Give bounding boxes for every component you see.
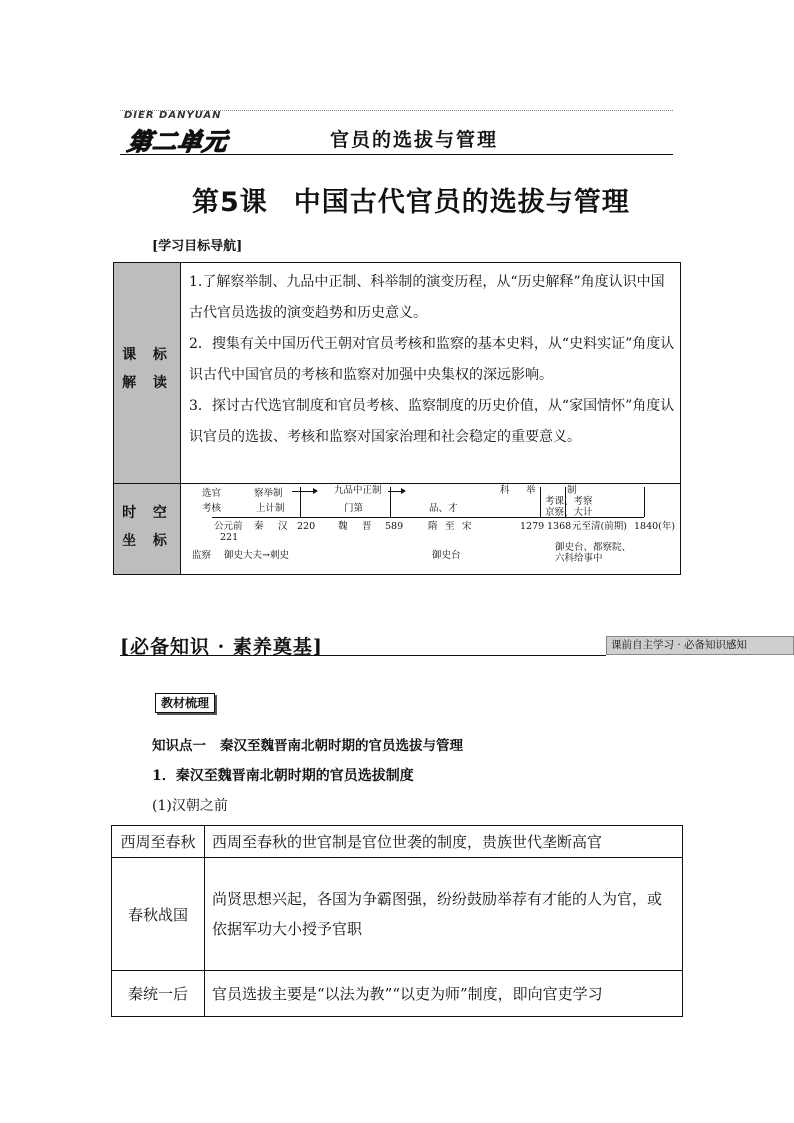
lesson-number: 第5课 <box>192 187 268 218</box>
standard-item: 3．探讨古代选官制度和官员考核、监察制度的历史价值，从“家国情怀”角度认识官员的选拔、考核和监察对国家治理和社会稳定的重要意义。 <box>189 398 675 445</box>
table-row <box>112 858 683 971</box>
timeline-label: 时 空 坐 标 <box>122 505 173 549</box>
header-rule <box>120 154 673 155</box>
timeline-date-1279: 1279 <box>520 521 545 532</box>
timeline-kaoke: 考课、考察 <box>545 496 593 507</box>
timeline-date-589: 589 <box>385 521 404 532</box>
timeline-keju-1: 科 <box>500 485 510 496</box>
timeline-keju-3: 制 <box>567 485 577 496</box>
history-timeline <box>182 485 680 573</box>
goals-section-label: [学习目标导航] <box>152 239 243 254</box>
section-banner-tag: 课前自主学习 · 必备知识感知 <box>606 636 794 655</box>
timeline-date-221: 221 <box>220 532 239 543</box>
timeline-dynasty-wei: 魏 <box>338 521 348 532</box>
knowledge-subsubtitle: (1)汉朝之前 <box>152 798 228 814</box>
timeline-dynasty-han: 汉 <box>278 521 288 532</box>
unit-pinyin: DIER DANYUAN <box>124 110 222 121</box>
timeline-dynasty-zhi: 至 <box>445 521 455 532</box>
timeline-row-supervision: 监察 <box>192 550 212 561</box>
timeline-keju-2: 举 <box>526 485 536 496</box>
standard-item: 1.了解察举制、九品中正制、科举制的演变历程，从“历史解释”角度认识中国古代官员选拔的演变趋势和历史意义。 <box>189 274 665 321</box>
section-banner: [必备知识 · 素养奠基] <box>120 636 323 658</box>
era-desc-cell: 官员选拔主要是“以法为教”“以吏为师”制度，即向官吏学习 <box>205 971 683 1017</box>
timeline-jiupin: 九品中正制 <box>334 485 382 496</box>
goals-row-divider <box>114 483 680 484</box>
era-cell: 春秋战国 <box>112 858 205 971</box>
era-cell: 秦统一后 <box>112 971 205 1017</box>
timeline-tick-1279 <box>540 487 541 517</box>
timeline-date-1368: 1368 <box>547 521 572 532</box>
lesson-title <box>192 180 630 219</box>
timeline-dynasty-jin: 晋 <box>362 521 372 532</box>
standard-item: 2．搜集有关中国历代王朝对官员考核和监察的基本史料，从“史料实证”角度认识古代中国官员的考核和监察对加强中央集权的深远影响。 <box>189 336 675 383</box>
timeline-sup-qinhan: 御史大夫→刺史 <box>224 550 289 561</box>
table-row <box>112 971 683 1017</box>
table-row <box>112 826 683 858</box>
timeline-sup-suisong: 御史台 <box>432 550 461 561</box>
timeline-dynasty-sui: 隋 <box>428 521 438 532</box>
timeline-date-bc: 公元前 <box>214 521 243 532</box>
timeline-row-selection: 选官 <box>202 488 222 499</box>
era-table <box>111 825 683 1017</box>
timeline-date-1840: 1840(年) <box>634 521 676 532</box>
timeline-sup-yuanqing-1: 御史台、都察院、 <box>555 542 632 553</box>
chaju-arrow <box>292 491 316 492</box>
unit-topic: 官员的选拔与管理 <box>330 129 499 151</box>
knowledge-point-title: 知识点一 秦汉至魏晋南北朝时期的官员选拔与管理 <box>152 738 463 754</box>
era-cell: 西周至春秋 <box>112 826 205 858</box>
timeline-jingcha: 京察、大计 <box>545 507 593 518</box>
timeline-date-220: 220 <box>297 521 316 532</box>
knowledge-subtitle: 1．秦汉至魏晋南北朝时期的官员选拔制度 <box>152 768 414 784</box>
lesson-name: 中国古代官员的选拔与管理 <box>293 187 630 218</box>
unit-logo: 第二单元 <box>125 128 230 156</box>
timeline-dynasty-qin: 秦 <box>254 521 264 532</box>
era-desc-cell: 西周至春秋的世官制是官位世袭的制度，贵族世代垄断高官 <box>205 826 683 858</box>
timeline-pincai: 品、才 <box>429 503 458 514</box>
section-banner-rule <box>120 655 606 656</box>
timeline-sup-yuanqing-2: 六科给事中 <box>555 553 603 564</box>
standard-label: 课 标 解 读 <box>122 347 173 391</box>
timeline-shangji: 上计制 <box>256 503 285 514</box>
timeline-row-assessment: 考核 <box>202 503 222 514</box>
timeline-dynasty-yuanqing: 元至清(前期) <box>572 521 627 532</box>
timeline-dynasty-song: 宋 <box>462 521 472 532</box>
standard-text <box>189 267 676 453</box>
jiupin-arrow <box>388 491 404 492</box>
timeline-tick-1840 <box>644 487 645 517</box>
era-desc-cell: 尚贤思想兴起，各国为争霸图强，纷纷鼓励举荐有才能的人为官，或依据军功大小授予官职 <box>205 858 683 971</box>
learning-goals-table <box>113 262 681 575</box>
timeline-menfa: 门第 <box>344 503 364 514</box>
textbook-outline-tag: 教材梳理 <box>155 693 215 713</box>
timeline-chaju: 察举制 <box>254 488 283 499</box>
